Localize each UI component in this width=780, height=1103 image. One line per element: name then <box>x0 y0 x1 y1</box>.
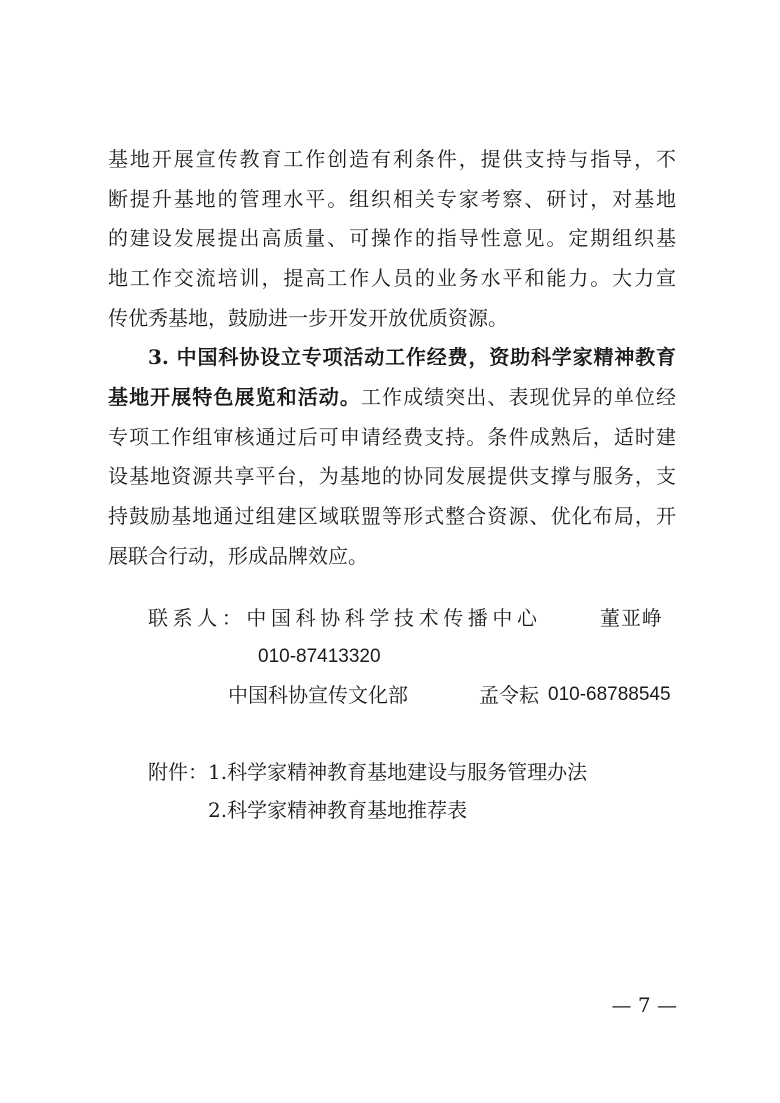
contact-phone-1: 010-87413320 <box>258 646 381 667</box>
body-line: 的建设发展提出高质量、可操作的指导性意见。定期组织基 <box>108 226 676 250</box>
attachments-label: 附件： <box>148 760 208 784</box>
contact-phone-2: 010-68788545 <box>548 684 671 705</box>
contact-org-2: 中国科协宣传文化部 <box>228 683 408 707</box>
contact-person-1: 董亚峥 <box>600 606 663 630</box>
body-line: 传优秀基地，鼓励进一步开发开放优质资源。 <box>108 306 508 330</box>
bold-heading-tail: 基地开展特色展览和活动。 <box>108 385 361 409</box>
page-number: — 7 — <box>611 993 677 1017</box>
contact-org-1: 中国科协科学技术传播中心 <box>246 606 542 630</box>
bold-heading-line: 3. 中国科协设立专项活动工作经费，资助科学家精神教育 <box>148 345 676 369</box>
body-line: 基地开展宣传教育工作创造有利条件，提供支持与指导，不 <box>108 147 676 171</box>
body-line: 展联合行动，形成品牌效应。 <box>108 544 368 568</box>
attachment-item: 2.科学家精神教育基地推荐表 <box>208 798 468 822</box>
body-line: 断提升基地的管理水平。组织相关专家考察、研讨，对基地 <box>108 187 676 211</box>
contact-row-1 <box>148 606 542 630</box>
body-line: 设基地资源共享平台，为基地的协同发展提供支撑与服务，支 <box>108 464 676 488</box>
mixed-line <box>108 385 676 409</box>
contact-label: 联系人： <box>148 606 247 630</box>
contact-person-2: 孟令耘 <box>479 683 539 707</box>
body-line: 地工作交流培训，提高工作人员的业务水平和能力。大力宣 <box>108 266 676 290</box>
body-line: 专项工作组审核通过后可申请经费支持。条件成熟后，适时建 <box>108 425 676 449</box>
body-text: 工作成绩突出、表现优异的单位经 <box>360 385 677 409</box>
attachment-item: 1.科学家精神教育基地建设与服务管理办法 <box>208 760 588 784</box>
body-line: 持鼓励基地通过组建区域联盟等形式整合资源、优化布局，开 <box>108 504 676 528</box>
